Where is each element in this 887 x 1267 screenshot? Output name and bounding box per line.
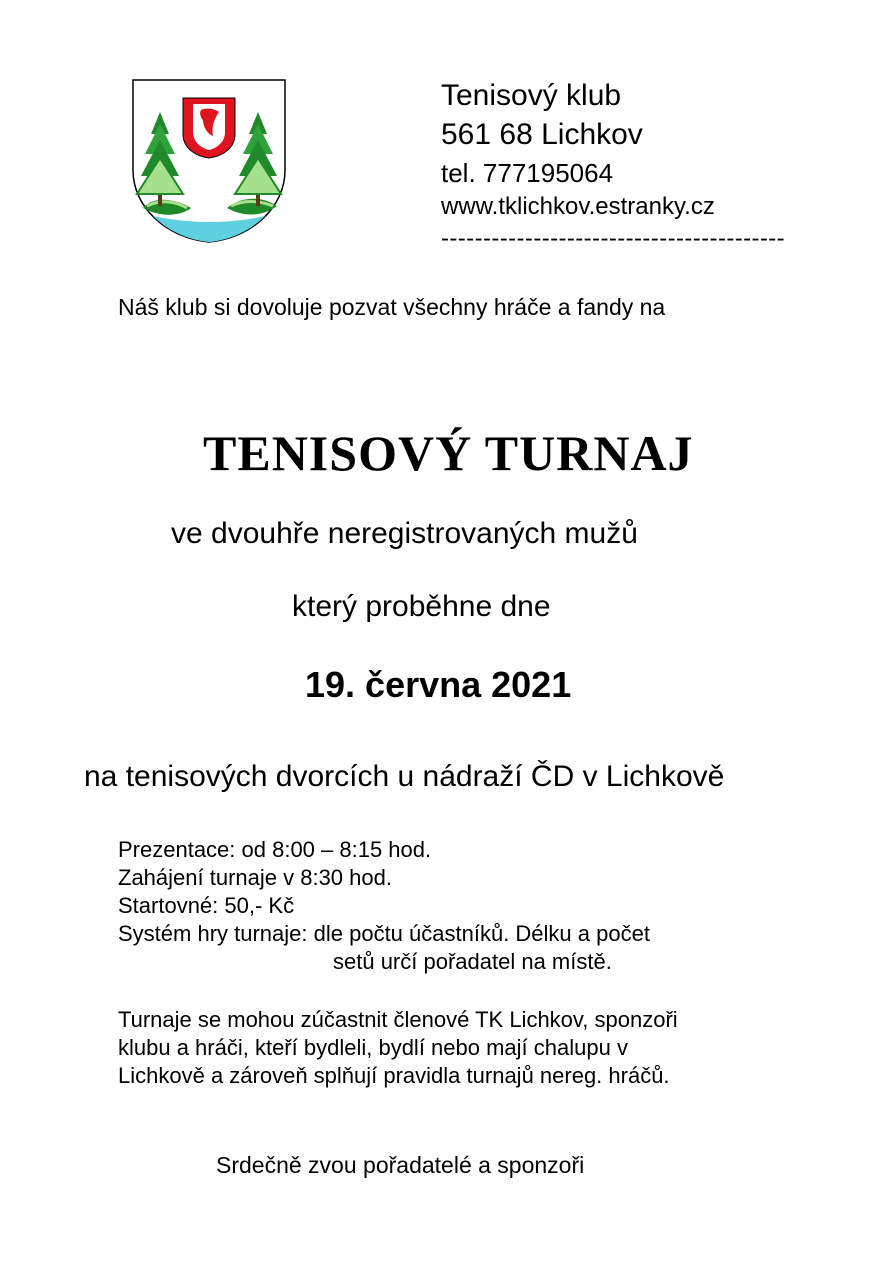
- tournament-when-intro: který proběhne dne: [292, 590, 551, 623]
- detail-registration: Prezentace: od 8:00 – 8:15 hod.: [118, 837, 432, 862]
- eligibility-line3: Lichkově a zároveň splňují pravidla turnajů nereg. hráčů.: [118, 1063, 670, 1088]
- tournament-date: 19. června 2021: [305, 664, 572, 705]
- tournament-title: TENISOVÝ TURNAJ: [203, 425, 694, 481]
- detail-fee: Startovné: 50,- Kč: [118, 893, 295, 918]
- header-divider: -----------------------------------------: [441, 225, 786, 252]
- eligibility-line1: Turnaje se mohou zúčastnit členové TK Lichkov, sponzoři: [118, 1007, 678, 1032]
- detail-system-line1: Systém hry turnaje: dle počtu účastníků. Délku a počet: [118, 921, 650, 946]
- closing-line: Srdečně zvou pořadatelé a sponzoři: [216, 1152, 585, 1178]
- club-address: 561 68 Lichkov: [441, 118, 643, 151]
- tournament-venue: na tenisových dvorcích u nádraží ČD v Lichkově: [84, 760, 725, 793]
- club-phone: tel. 777195064: [441, 158, 614, 188]
- detail-system-line2: setů určí pořadatel na místě.: [333, 949, 612, 974]
- invitation-intro: Náš klub si dovoluje pozvat všechny hráče a fandy na: [118, 294, 666, 320]
- detail-start: Zahájení turnaje v 8:30 hod.: [118, 865, 392, 890]
- tournament-category: ve dvouhře neregistrovaných mužů: [171, 517, 638, 550]
- club-website[interactable]: www.tklichkov.estranky.cz: [441, 193, 715, 220]
- club-name: Tenisový klub: [441, 79, 622, 112]
- coat-of-arms-icon: [131, 78, 287, 244]
- eligibility-line2: klubu a hráči, kteří bydleli, bydlí nebo mají chalupu v: [118, 1035, 628, 1060]
